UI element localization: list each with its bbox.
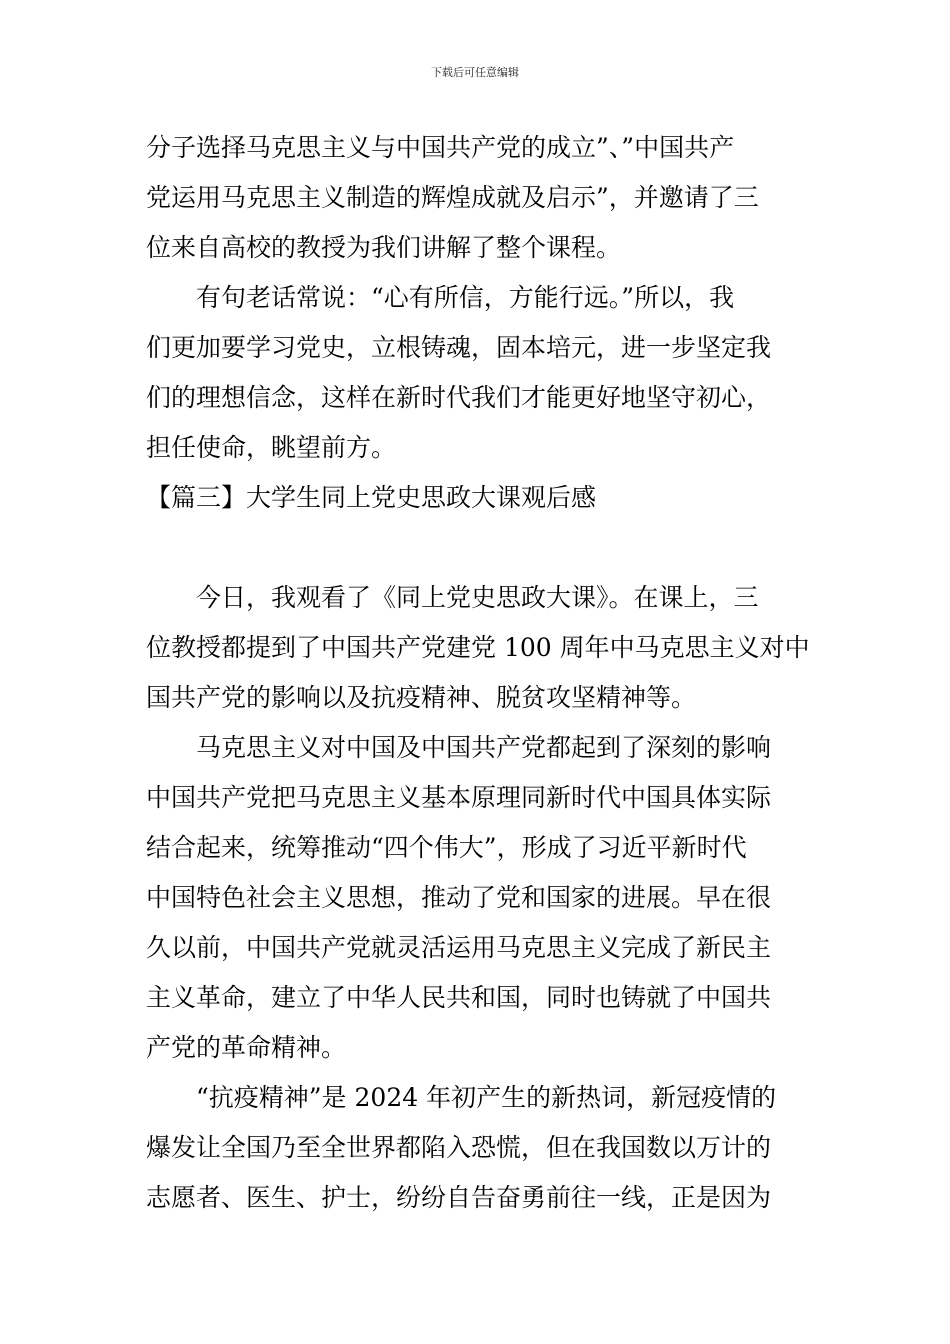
body-line: 结合起来，统筹推动“四个伟大”，形成了习近平新时代 [146,833,747,862]
body-line: 爆发让全国乃至全世界都陷入恐慌，但在我国数以万计的 [146,1133,772,1162]
body-line: 位来自高校的教授为我们讲解了整个课程。 [146,233,622,262]
body-line: 中国共产党把马克思主义基本原理同新时代中国具体实际 [146,783,772,812]
document-body [146,123,811,1223]
page-header-note: 下载后可任意编辑 [431,66,519,79]
body-line: 担任使命，眺望前方。 [146,433,397,462]
blank-line [146,523,811,573]
paragraph-start-line: 有句老话常说：“心有所信，方能行远。”所以，我 [196,283,735,312]
body-line: 们更加要学习党史，立根铸魂，固本培元，进一步坚定我 [146,333,772,362]
paragraph-start-line: 今日，我观看了《同上党史思政大课》。在课上，三 [196,583,759,612]
body-line: 主义革命，建立了中华人民共和国，同时也铸就了中国共 [146,983,772,1012]
paragraph-start-line: “抗疫精神”是 2024 年初产生的新热词，新冠疫情的 [196,1083,777,1112]
paragraph-start-line: 马克思主义对中国及中国共产党都起到了深刻的影响 [196,733,772,762]
body-line: 志愿者、医生、护士，纷纷自告奋勇前往一线，正是因为 [146,1183,772,1212]
body-line: 国共产党的影响以及抗疫精神、脱贫攻坚精神等。 [146,683,697,712]
body-line: 产党的革命精神。 [146,1033,347,1062]
body-line: 久以前，中国共产党就灵活运用马克思主义完成了新民主 [146,933,772,962]
body-line: 党运用马克思主义制造的辉煌成就及启示”，并邀请了三 [146,183,759,212]
body-line: 分子选择马克思主义与中国共产党的成立”、”中国共产 [146,133,735,162]
section-heading: 【篇三】大学生同上党史思政大课观后感 [146,483,597,512]
body-line: 位教授都提到了中国共产党建党 100 周年中马克思主义对中 [146,633,810,662]
body-line: 中国特色社会主义思想，推动了党和国家的进展。早在很 [146,883,772,912]
body-line: 们的理想信念，这样在新时代我们才能更好地坚守初心， [146,383,772,412]
